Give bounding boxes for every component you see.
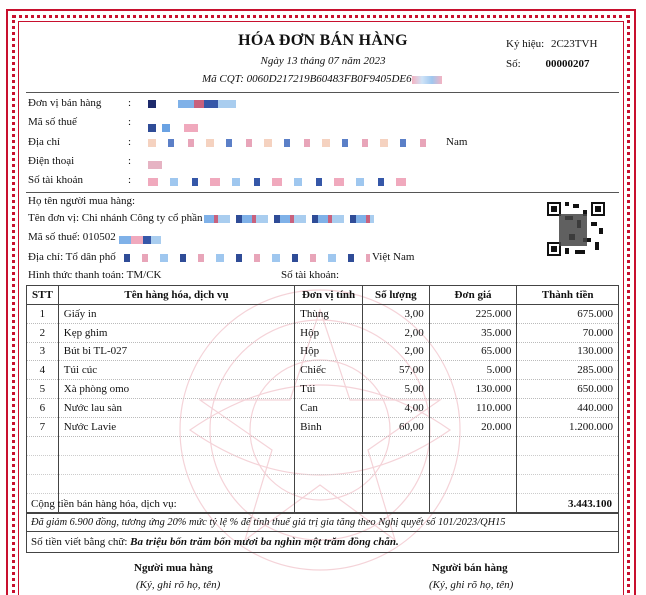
buyer-address: Địa chỉ: Tổ dân phố [28,251,116,263]
redaction-block [148,124,198,132]
cell-stt: 2 [27,323,59,342]
cell-name: Kẹp ghim [58,323,294,342]
cell-unit: Chiếc [295,361,363,380]
redaction-block [148,139,438,147]
empty-row [27,474,619,493]
colon: : [128,136,132,148]
cell-total: 1.200.000 [517,417,619,436]
seller-tax-label: Mã số thuế [28,116,77,128]
redaction-block [148,161,162,169]
cell-price: 5.000 [429,361,517,380]
table-row [27,342,619,361]
cell-total: 675.000 [517,305,619,324]
seller-name-label: Đơn vị bán hàng [28,97,102,109]
divider [26,92,619,93]
buyer-tax: Mã số thuế: 010502 [28,231,116,243]
column-header: Đơn vị tính [295,286,363,305]
redaction-block [119,236,161,244]
cell-stt: 7 [27,417,59,436]
cell-name: Xà phòng omo [58,380,294,399]
table-row [27,305,619,324]
cqt-code [202,73,412,85]
cell-qty: 4,00 [362,398,429,417]
cell-price: 110.000 [429,398,517,417]
cell-total: 650.000 [517,380,619,399]
column-header: Đơn giá [429,286,517,305]
table-row [27,398,619,417]
cell-stt: 3 [27,342,59,361]
cell-total: 440.000 [517,398,619,417]
kyhieu-label: Ký hiệu: [506,38,545,50]
amount-in-words-row [26,532,619,553]
discount-row [26,514,619,532]
seller-signature-title: Người bán hàng [432,562,508,574]
column-header: Tên hàng hóa, dịch vụ [58,286,294,305]
buyer-address-tail: Việt Nam [372,251,415,263]
table-header-row [27,286,619,305]
cell-qty: 2,00 [362,323,429,342]
buyer-person-label: Họ tên người mua hàng: [28,195,136,207]
redaction-block [204,215,374,223]
buyer-signature-hint: (Ký, ghi rõ họ, tên) [136,579,221,591]
cqt-value: 0060D217219B60483FB0F9405DE6 [246,73,412,85]
empty-row [27,436,619,455]
cell-name: Nước Lavie [58,417,294,436]
qr-code-icon [543,198,609,260]
table-row [27,361,619,380]
cell-qty: 60,00 [362,417,429,436]
colon: : [128,97,132,109]
words-value: Ba triệu bốn trăm bốn mươi ba nghìn một trăm đồng chẵn. [130,536,399,548]
table-row [27,380,619,399]
words-label: Số tiền viết bằng chữ: [31,536,131,548]
cell-name: Bút bi TL-027 [58,342,294,361]
empty-row [27,455,619,474]
redaction-block [124,254,370,262]
sum-value: 3.443.100 [568,498,612,510]
cell-total: 70.000 [517,323,619,342]
column-header: Số lượng [362,286,429,305]
items-table [26,285,619,513]
so-field [506,58,589,70]
colon: : [128,116,132,128]
cell-stt: 1 [27,305,59,324]
buyer-unit: Tên đơn vị: Chi nhánh Công ty cổ phần [28,212,203,224]
table-row [27,323,619,342]
cell-price: 225.000 [429,305,517,324]
cell-unit: Can [295,398,363,417]
cell-name: Nước lau sàn [58,398,294,417]
cell-stt: 6 [27,398,59,417]
cell-name: Túi cúc [58,361,294,380]
cell-unit: Bình [295,417,363,436]
so-label: Số: [506,58,521,70]
colon: : [128,155,132,167]
column-header: Thành tiền [517,286,619,305]
cell-stt: 5 [27,380,59,399]
redaction-block [148,178,418,186]
invoice-title: HÓA ĐƠN BÁN HÀNG [238,32,408,49]
colon: : [128,174,132,186]
cell-unit: Thùng [295,305,363,324]
cell-qty: 57,00 [362,361,429,380]
cell-price: 20.000 [429,417,517,436]
discount-note: Đã giảm 6.900 đồng, tương ứng 20% mức tỷ lệ % để tính thuế giá trị gia tăng theo Nghị quyết số 101/2023/QH15 [31,517,506,528]
redaction-block [148,100,236,108]
divider [26,192,619,193]
seller-account-label: Số tài khoản [28,174,83,186]
cell-price: 65.000 [429,342,517,361]
seller-address-tail: Nam [446,136,468,148]
cell-unit: Túi [295,380,363,399]
kyhieu-field [506,38,597,50]
buyer-signature-title: Người mua hàng [134,562,213,574]
cell-unit: Hộp [295,342,363,361]
cell-total: 285.000 [517,361,619,380]
kyhieu-value: 2C23TVH [550,38,598,50]
sum-row [26,494,619,514]
cqt-label: Mã CQT: [202,73,247,85]
so-value: 00000207 [545,58,590,70]
invoice-date: Ngày 13 tháng 07 năm 2023 [260,55,386,67]
seller-signature-hint: (Ký, ghi rõ họ, tên) [429,579,514,591]
column-header: STT [27,286,59,305]
cell-price: 35.000 [429,323,517,342]
seller-address-label: Địa chỉ [28,136,61,148]
payment-method: Hình thức thanh toán: TM/CK [28,269,162,281]
cell-qty: 3,00 [362,305,429,324]
cell-stt: 4 [27,361,59,380]
cell-unit: Hộp [295,323,363,342]
cell-total: 130.000 [517,342,619,361]
cell-qty: 5,00 [362,380,429,399]
redaction-block [412,76,442,84]
cell-name: Giấy in [58,305,294,324]
table-row [27,417,619,436]
sum-label: Cộng tiền bán hàng hóa, dịch vụ: [31,498,177,510]
cell-qty: 2,00 [362,342,429,361]
cell-price: 130.000 [429,380,517,399]
seller-phone-label: Điện thoại [28,155,75,167]
buyer-account: Số tài khoản: [281,269,340,281]
